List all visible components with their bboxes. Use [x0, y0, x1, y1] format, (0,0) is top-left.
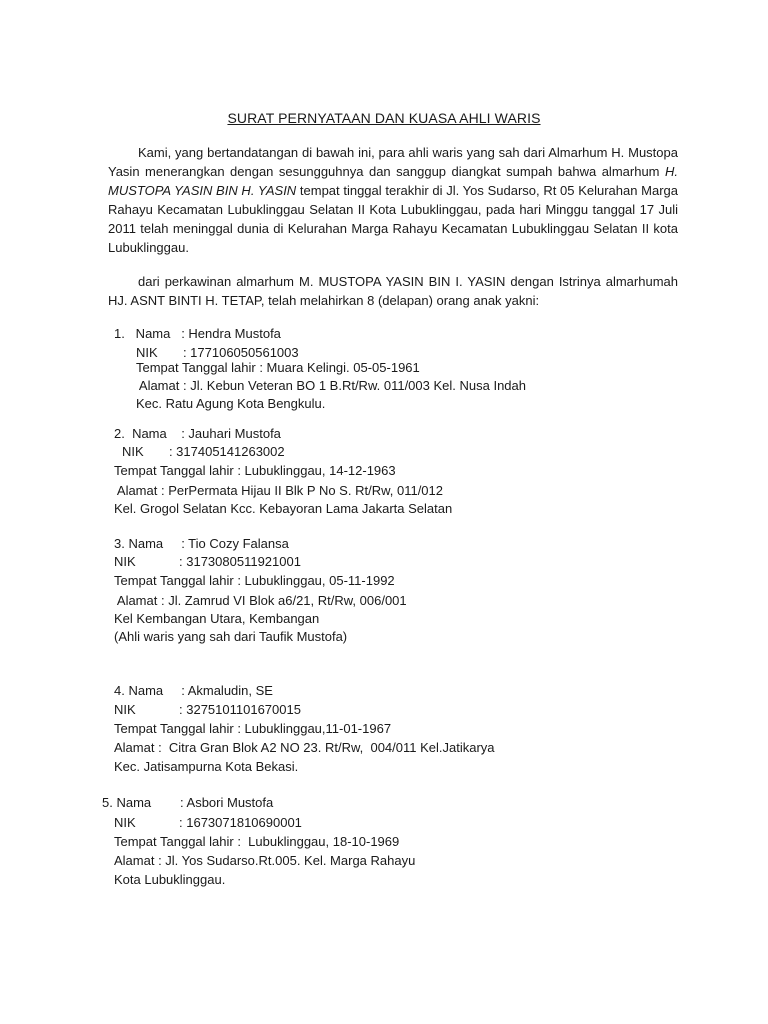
heir-name-line: 4. Nama : Akmaludin, SE [114, 683, 273, 698]
heir-birth-line: Tempat Tanggal lahir : Lubuklinggau, 18-10-1969 [114, 834, 400, 849]
marriage-text: dari perkawinan almarhum M. MUSTOPA YASIN BIN I. YASIN dengan Istrinya almarhumah HJ. ASNT BINTI H. TETAP, telah melahirkan 8 (delapan) orang anak yakni: [108, 274, 678, 308]
heir-nik-line: NIK : 3173080511921001 [114, 554, 301, 569]
heir-address-line: Alamat : Jl. Kebun Veteran BO 1 B.Rt/Rw. 011/003 Kel. Nusa Indah [136, 378, 526, 393]
heir-birth-line: Tempat Tanggal lahir : Lubuklinggau, 05-11-1992 [114, 573, 395, 588]
heir-address-line: Alamat : Citra Gran Blok A2 NO 23. Rt/Rw, 004/011 Kel.Jatikarya [114, 740, 495, 755]
marriage-paragraph [108, 272, 678, 310]
heir-birth-line: Tempat Tanggal lahir : Lubuklinggau, 14-12-1963 [114, 463, 396, 478]
heir-address-line-2: Kel Kembangan Utara, Kembangan [114, 611, 320, 626]
heir-birth-line: Tempat Tanggal lahir : Muara Kelingi. 05-05-1961 [136, 360, 420, 375]
intro-text-before: Kami, yang bertandatangan di bawah ini, para ahli waris yang sah dari Almarhum H. Mustopa Yasin menerangkan dengan sesungguhnya dan sanggup diangkat sumpah bahwa almarhum [108, 145, 678, 179]
deceased-name: H. MUSTOPA YASIN BIN H. YASIN [108, 164, 678, 198]
heir-note: (Ahli waris yang sah dari Taufik Mustofa) [114, 629, 348, 644]
heir-address-line-2: Kel. Grogol Selatan Kcc. Kebayoran Lama Jakarta Selatan [114, 501, 453, 516]
heir-nik-line: NIK : 317405141263002 [122, 444, 285, 459]
intro-paragraph [108, 143, 678, 257]
heir-address-line: Alamat : PerPermata Hijau II Blk P No S. Rt/Rw, 011/012 [114, 483, 443, 498]
heir-name-line: 2. Nama : Jauhari Mustofa [114, 426, 281, 441]
heir-address-line-2: Kec. Jatisampurna Kota Bekasi. [114, 759, 299, 774]
heir-address-line-2: Kota Lubuklinggau. [114, 872, 226, 887]
heir-address-line-2: Kec. Ratu Agung Kota Bengkulu. [136, 396, 326, 411]
heir-address-line: Alamat : Jl. Yos Sudarso.Rt.005. Kel. Marga Rahayu [114, 853, 416, 868]
heir-nik-line: NIK : 177106050561003 [136, 345, 299, 360]
document-title: SURAT PERNYATAAN DAN KUASA AHLI WARIS [227, 110, 541, 126]
heir-name-line: 3. Nama : Tio Cozy Falansa [114, 536, 289, 551]
heir-name-line: 5. Nama : Asbori Mustofa [102, 795, 274, 810]
heir-birth-line: Tempat Tanggal lahir : Lubuklinggau,11-01-1967 [114, 721, 392, 736]
heir-nik-line: NIK : 3275101101670015 [114, 702, 301, 717]
intro-text-after: tempat tinggal terakhir di Jl. Yos Sudarso, Rt 05 Kelurahan Marga Rahayu Kecamatan Lubuklinggau Selatan II Kota Lubuklinggau, pada hari Minggu tanggal 17 Juli 2011 telah meninggal dunia di Kelurahan Marga Rahayu Kecamatan Lubuklinggau Selatan II kota Lubuklinggau. [108, 183, 679, 255]
heir-address-line: Alamat : Jl. Zamrud VI Blok a6/21, Rt/Rw, 006/001 [114, 593, 407, 608]
heir-name-line: 1. Nama : Hendra Mustofa [114, 326, 281, 341]
heir-nik-line: NIK : 1673071810690001 [114, 815, 302, 830]
